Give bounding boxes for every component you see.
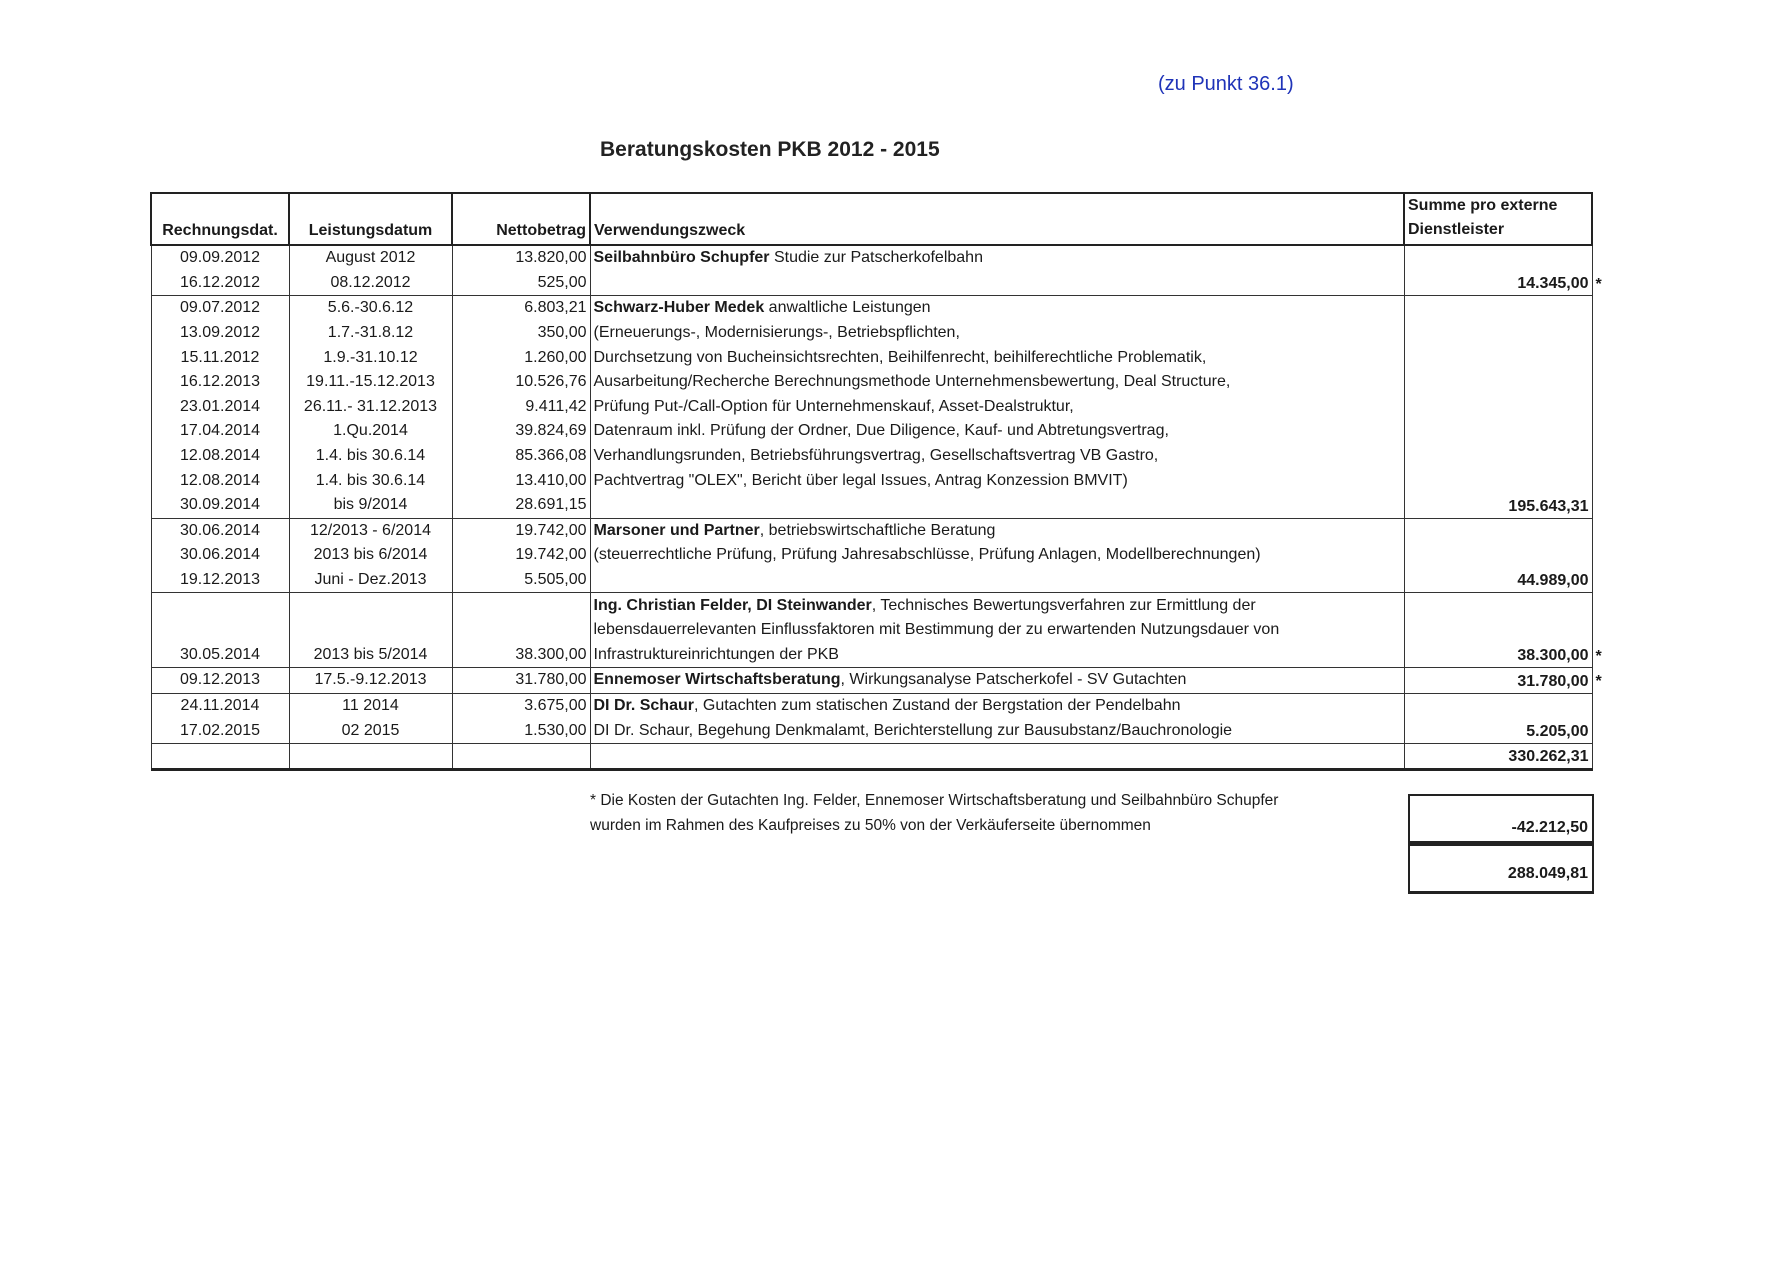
service-date-cell: 1.4. bis 30.6.14 bbox=[289, 468, 452, 493]
total-empty-cell bbox=[452, 743, 590, 770]
subsidy-mark bbox=[1592, 518, 1613, 593]
total-empty-cell bbox=[289, 743, 452, 770]
purpose-text: , Technisches Bewertungsverfahren zur Ermittlung der bbox=[871, 596, 1256, 614]
purpose-text: , Gutachten zum statischen Zustand der Bergstation der Pendelbahn bbox=[693, 696, 1181, 714]
purpose-text: , Wirkungsanalyse Patscherkofel - SV Gutachten bbox=[840, 671, 1187, 689]
table-row bbox=[151, 419, 1613, 444]
net-amount-cell bbox=[452, 618, 590, 643]
purpose-cell bbox=[590, 568, 1404, 593]
purpose-cell bbox=[590, 668, 1404, 694]
service-date-cell: bis 9/2014 bbox=[289, 493, 452, 518]
service-date-cell: 08.12.2012 bbox=[289, 271, 452, 296]
service-date-cell: 1.7.-31.8.12 bbox=[289, 321, 452, 346]
purpose-cell bbox=[590, 395, 1404, 420]
table-row bbox=[151, 468, 1613, 493]
invoice-date-cell: 30.05.2014 bbox=[151, 643, 289, 668]
service-date-cell bbox=[289, 618, 452, 643]
header-invoice-date: Rechnungsdat. bbox=[151, 193, 289, 245]
table-row bbox=[151, 245, 1613, 271]
purpose-cell bbox=[590, 271, 1404, 296]
service-date-cell: 1.9.-31.10.12 bbox=[289, 345, 452, 370]
table-row bbox=[151, 543, 1613, 568]
net-amount-cell: 6.803,21 bbox=[452, 296, 590, 321]
table-row bbox=[151, 718, 1613, 743]
invoice-date-cell: 12.08.2014 bbox=[151, 444, 289, 469]
service-date-cell: 11 2014 bbox=[289, 693, 452, 718]
net-amount-cell: 3.675,00 bbox=[452, 693, 590, 718]
net-amount-cell: 5.505,00 bbox=[452, 568, 590, 593]
invoice-date-cell bbox=[151, 593, 289, 618]
table-row bbox=[151, 693, 1613, 718]
provider-name: Ennemoser Wirtschaftsberatung bbox=[593, 671, 841, 689]
purpose-text: (steuerrechtliche Prüfung, Prüfung Jahresabschlüsse, Prüfung Anlagen, Modellberechnungen) bbox=[593, 546, 1261, 564]
service-date-cell: 5.6.-30.6.12 bbox=[289, 296, 452, 321]
invoice-date-cell: 30.06.2014 bbox=[151, 543, 289, 568]
subsidy-mark bbox=[1592, 693, 1613, 743]
purpose-text: Ausarbeitung/Recherche Berechnungsmethode Unternehmensbewertung, Deal Structure, bbox=[593, 373, 1231, 391]
header-sum-line2: Dienstleister bbox=[1408, 221, 1505, 238]
invoice-date-cell bbox=[151, 618, 289, 643]
purpose-cell bbox=[590, 543, 1404, 568]
final-total-box bbox=[1408, 844, 1594, 894]
purpose-text: Prüfung Put-/Call-Option für Unternehmenskauf, Asset-Dealstruktur, bbox=[593, 397, 1074, 415]
deduction-value: -42.212,50 bbox=[1511, 819, 1588, 836]
net-amount-cell: 19.742,00 bbox=[452, 543, 590, 568]
provider-sum-cell: 14.345,00 bbox=[1404, 245, 1592, 296]
cost-table bbox=[150, 192, 1613, 771]
provider-name: Schwarz-Huber Medek bbox=[593, 299, 765, 317]
purpose-text: (Erneuerungs-, Modernisierungs-, Betriebspflichten, bbox=[593, 324, 960, 342]
table-row bbox=[151, 568, 1613, 593]
service-date-cell: 12/2013 - 6/2014 bbox=[289, 518, 452, 543]
grand-total-cell: 330.262,31 bbox=[1404, 743, 1592, 770]
net-amount-cell bbox=[452, 593, 590, 618]
purpose-cell bbox=[590, 370, 1404, 395]
purpose-cell bbox=[590, 245, 1404, 271]
purpose-cell bbox=[590, 493, 1404, 518]
purpose-cell bbox=[590, 718, 1404, 743]
page-title: Beratungskosten PKB 2012 - 2015 bbox=[600, 138, 940, 161]
purpose-text: anwaltliche Leistungen bbox=[764, 299, 931, 317]
net-amount-cell: 31.780,00 bbox=[452, 668, 590, 694]
service-date-cell: 1.4. bis 30.6.14 bbox=[289, 444, 452, 469]
table-row bbox=[151, 345, 1613, 370]
table-row bbox=[151, 370, 1613, 395]
invoice-date-cell: 30.06.2014 bbox=[151, 518, 289, 543]
table-row bbox=[151, 668, 1613, 694]
subsidy-mark: * bbox=[1595, 647, 1602, 665]
invoice-date-cell: 15.11.2012 bbox=[151, 345, 289, 370]
purpose-cell bbox=[590, 593, 1404, 618]
reference-note: (zu Punkt 36.1) bbox=[1158, 73, 1294, 95]
service-date-cell: 2013 bis 5/2014 bbox=[289, 643, 452, 668]
purpose-text: lebensdauerrelevanten Einflussfaktoren mit Bestimmung der zu erwartenden Nutzungsdauer von bbox=[593, 621, 1280, 639]
net-amount-cell: 39.824,69 bbox=[452, 419, 590, 444]
service-date-cell: Juni - Dez.2013 bbox=[289, 568, 452, 593]
table-row bbox=[151, 618, 1613, 643]
header-service-date: Leistungsdatum bbox=[289, 193, 452, 245]
total-empty-cell bbox=[590, 743, 1404, 770]
purpose-cell bbox=[590, 419, 1404, 444]
invoice-date-cell: 16.12.2013 bbox=[151, 370, 289, 395]
purpose-text: Verhandlungsrunden, Betriebsführungsvertrag, Gesellschaftsvertrag VB Gastro, bbox=[593, 447, 1159, 465]
net-amount-cell: 85.366,08 bbox=[452, 444, 590, 469]
purpose-text: , betriebswirtschaftliche Beratung bbox=[759, 521, 996, 539]
table-row bbox=[151, 643, 1613, 668]
invoice-date-cell: 30.09.2014 bbox=[151, 493, 289, 518]
invoice-date-cell: 24.11.2014 bbox=[151, 693, 289, 718]
purpose-text: Durchsetzung von Bucheinsichtsrechten, Beihilfenrecht, beihilferechtliche Problematik, bbox=[593, 348, 1207, 366]
final-total-value: 288.049,81 bbox=[1507, 865, 1588, 882]
purpose-text: Datenraum inkl. Prüfung der Ordner, Due Diligence, Kauf- und Abtretungsvertrag, bbox=[593, 422, 1169, 440]
purpose-cell bbox=[590, 296, 1404, 321]
subsidy-mark bbox=[1592, 296, 1613, 518]
net-amount-cell: 10.526,76 bbox=[452, 370, 590, 395]
net-amount-cell: 13.410,00 bbox=[452, 468, 590, 493]
provider-name: Seilbahnbüro Schupfer bbox=[593, 249, 770, 267]
table-row bbox=[151, 493, 1613, 518]
service-date-cell: 1.Qu.2014 bbox=[289, 419, 452, 444]
purpose-text: Pachtvertrag "OLEX", Bericht über legal Issues, Antrag Konzession BMVIT) bbox=[593, 471, 1128, 489]
subsidy-mark: * bbox=[1595, 275, 1602, 293]
net-amount-cell: 9.411,42 bbox=[452, 395, 590, 420]
service-date-cell: 19.11.-15.12.2013 bbox=[289, 370, 452, 395]
table-row bbox=[151, 271, 1613, 296]
table-row bbox=[151, 593, 1613, 618]
provider-name: DI Dr. Schaur bbox=[593, 696, 694, 714]
purpose-cell bbox=[590, 345, 1404, 370]
total-row bbox=[151, 743, 1613, 770]
provider-name: Ing. Christian Felder, DI Steinwander bbox=[593, 596, 872, 614]
purpose-text: DI Dr. Schaur, Begehung Denkmalamt, Berichterstellung zur Bausubstanz/Bauchronologie bbox=[593, 721, 1233, 739]
table-header-row bbox=[151, 193, 1613, 245]
service-date-cell bbox=[289, 593, 452, 618]
net-amount-cell: 19.742,00 bbox=[452, 518, 590, 543]
invoice-date-cell: 13.09.2012 bbox=[151, 321, 289, 346]
invoice-date-cell: 12.08.2014 bbox=[151, 468, 289, 493]
table-row bbox=[151, 444, 1613, 469]
invoice-date-cell: 23.01.2014 bbox=[151, 395, 289, 420]
net-amount-cell: 28.691,15 bbox=[452, 493, 590, 518]
purpose-cell bbox=[590, 468, 1404, 493]
invoice-date-cell: 16.12.2012 bbox=[151, 271, 289, 296]
purpose-cell bbox=[590, 518, 1404, 543]
invoice-date-cell: 17.04.2014 bbox=[151, 419, 289, 444]
table-row bbox=[151, 395, 1613, 420]
header-sum-line1: Summe pro externe bbox=[1408, 197, 1558, 214]
provider-sum-cell: 5.205,00 bbox=[1404, 693, 1592, 743]
invoice-date-cell: 09.12.2013 bbox=[151, 668, 289, 694]
service-date-cell: 26.11.- 31.12.2013 bbox=[289, 395, 452, 420]
service-date-cell: 17.5.-9.12.2013 bbox=[289, 668, 452, 694]
deduction-box bbox=[1408, 794, 1594, 844]
footnote bbox=[590, 788, 1390, 838]
footnote-line-2: wurden im Rahmen des Kaufpreises zu 50% von der Verkäuferseite übernommen bbox=[590, 817, 1151, 834]
net-amount-cell: 1.260,00 bbox=[452, 345, 590, 370]
provider-sum-cell: 38.300,00 bbox=[1404, 593, 1592, 668]
provider-sum-cell: 44.989,00 bbox=[1404, 518, 1592, 593]
net-amount-cell: 38.300,00 bbox=[452, 643, 590, 668]
net-amount-cell: 13.820,00 bbox=[452, 245, 590, 271]
net-amount-cell: 1.530,00 bbox=[452, 718, 590, 743]
purpose-cell bbox=[590, 693, 1404, 718]
purpose-cell bbox=[590, 618, 1404, 643]
net-amount-cell: 350,00 bbox=[452, 321, 590, 346]
invoice-date-cell: 19.12.2013 bbox=[151, 568, 289, 593]
subsidy-mark: * bbox=[1595, 673, 1602, 691]
table-row bbox=[151, 296, 1613, 321]
provider-name: Marsoner und Partner bbox=[593, 521, 760, 539]
invoice-date-cell: 09.09.2012 bbox=[151, 245, 289, 271]
table-row bbox=[151, 518, 1613, 543]
table-row bbox=[151, 321, 1613, 346]
service-date-cell: 02 2015 bbox=[289, 718, 452, 743]
service-date-cell: August 2012 bbox=[289, 245, 452, 271]
purpose-cell bbox=[590, 643, 1404, 668]
total-empty-cell bbox=[151, 743, 289, 770]
net-amount-cell: 525,00 bbox=[452, 271, 590, 296]
header-purpose: Verwendungszweck bbox=[590, 193, 1404, 245]
service-date-cell: 2013 bis 6/2014 bbox=[289, 543, 452, 568]
purpose-cell bbox=[590, 444, 1404, 469]
header-net-amount: Nettobetrag bbox=[452, 193, 590, 245]
invoice-date-cell: 17.02.2015 bbox=[151, 718, 289, 743]
provider-sum-cell: 195.643,31 bbox=[1404, 296, 1592, 518]
purpose-cell bbox=[590, 321, 1404, 346]
purpose-text: Studie zur Patscherkofelbahn bbox=[769, 249, 983, 267]
header-sum bbox=[1404, 193, 1592, 245]
purpose-text: Infrastruktureinrichtungen der PKB bbox=[593, 645, 839, 663]
invoice-date-cell: 09.07.2012 bbox=[151, 296, 289, 321]
footnote-line-1: * Die Kosten der Gutachten Ing. Felder, Ennemoser Wirtschaftsberatung und Seilbahnbüro Schupfer bbox=[590, 792, 1279, 809]
provider-sum-cell: 31.780,00 bbox=[1404, 668, 1592, 694]
